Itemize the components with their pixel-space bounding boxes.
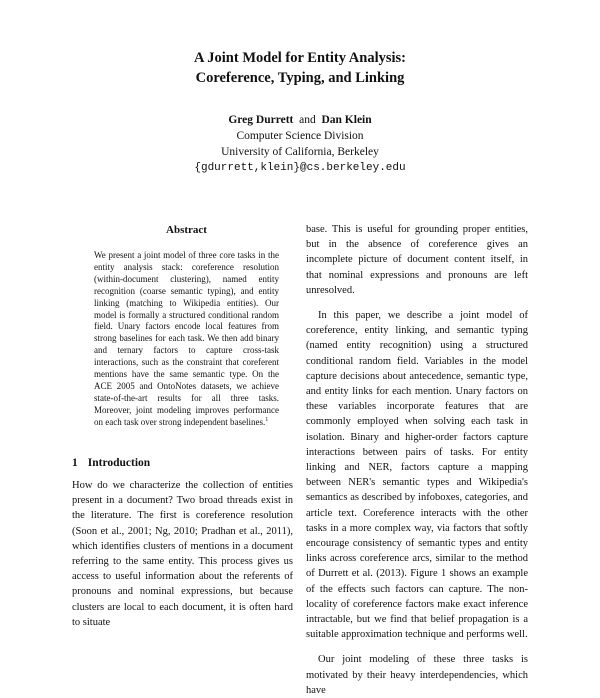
abstract-text: We present a joint model of three core tasks in the entity analysis stack: coreference resolution (within-document clustering), named entity recognition (coarse semantic typing), and entity linking (matching to Wikipedia entities). Our model is formally a structured conditional random field. Unary factors encode local features from strong baselines for each task. We then add binary and ternary factors to capture cross-task interactions, such as the constraint that coreferent mentions have the same semantic type. On the ACE 2005 and OntoNotes datasets, we achieve state-of-the-art results for all three tasks. Moreover, joint modeling improves performance on each task over strong independent baselines. [94, 250, 279, 427]
author-and: and [299, 114, 316, 126]
footnote-mark: 1 [265, 416, 269, 423]
right-column-paragraph-3: Our joint modeling of these three tasks is motivated by their heavy interdependencies, which have [306, 654, 528, 696]
section-number: 1 [72, 457, 78, 469]
affiliation-department: Computer Science Division [236, 130, 364, 142]
right-column-paragraph-1: base. This is useful for grounding proper entities, but in the absence of coreference gives an incomplete picture of document content itself, in that nominal expressions and pronouns are left unresolved. [306, 224, 528, 296]
title-line-1: A Joint Model for Entity Analysis: [193, 50, 406, 66]
abstract-heading: Abstract [166, 224, 207, 236]
right-column-paragraph-2: In this paper, we describe a joint model of coreference, entity linking, and semantic typing (named entity recognition) using a structured conditional random field. Variables in the model capture decisions about antecedence, semantic type, and entity links for each mention. Unary factors on these variables incorporate features that are commonly employed when solving each task in isolation. Binary and higher-order factors capture interactions between pairs of tasks. For entity linking and NER, factors capture a mapping between NER's semantic types and Wikipedia's semantics as described by infoboxes, categories, and article text. Coreference interacts with the other tasks in a more complex way, via factors that softly encourage consistency of semantic types and entity links across coreference arcs, similar to the method of Durrett et al. (2013). Figure 1 shows an example of the effects such factors can capture. The non-locality of coreference factors make exact inference intractable, but we find that belief propagation is a suitable approximation technique and performs well. [306, 310, 528, 641]
paper-title [0, 48, 600, 88]
section-title: Introduction [87, 457, 151, 469]
author-names [0, 112, 600, 128]
abstract-body [94, 250, 279, 429]
author-1: Greg Durrett [228, 114, 294, 126]
affiliation-university: University of California, Berkeley [221, 146, 379, 158]
author-block [0, 112, 600, 176]
right-column [306, 222, 528, 698]
author-2: Dan Klein [321, 114, 372, 126]
section-heading-introduction [72, 457, 150, 469]
title-line-2: Coreference, Typing, and Linking [195, 70, 405, 86]
author-email: {gdurrett,klein}@cs.berkeley.edu [194, 162, 406, 174]
introduction-paragraph: How do we characterize the collection of entities present in a document? Two broad threads exist in the literature. The first is coreference resolution (Soon et al., 2001; Ng, 2010; Pradhan et al., 2011), which identifies clusters of mentions in a document referring to the same entity. This process gives us access to useful information about the referents of pronouns and nominal expressions, but because clusters are local to each document, it is often hard to situate [72, 480, 293, 628]
